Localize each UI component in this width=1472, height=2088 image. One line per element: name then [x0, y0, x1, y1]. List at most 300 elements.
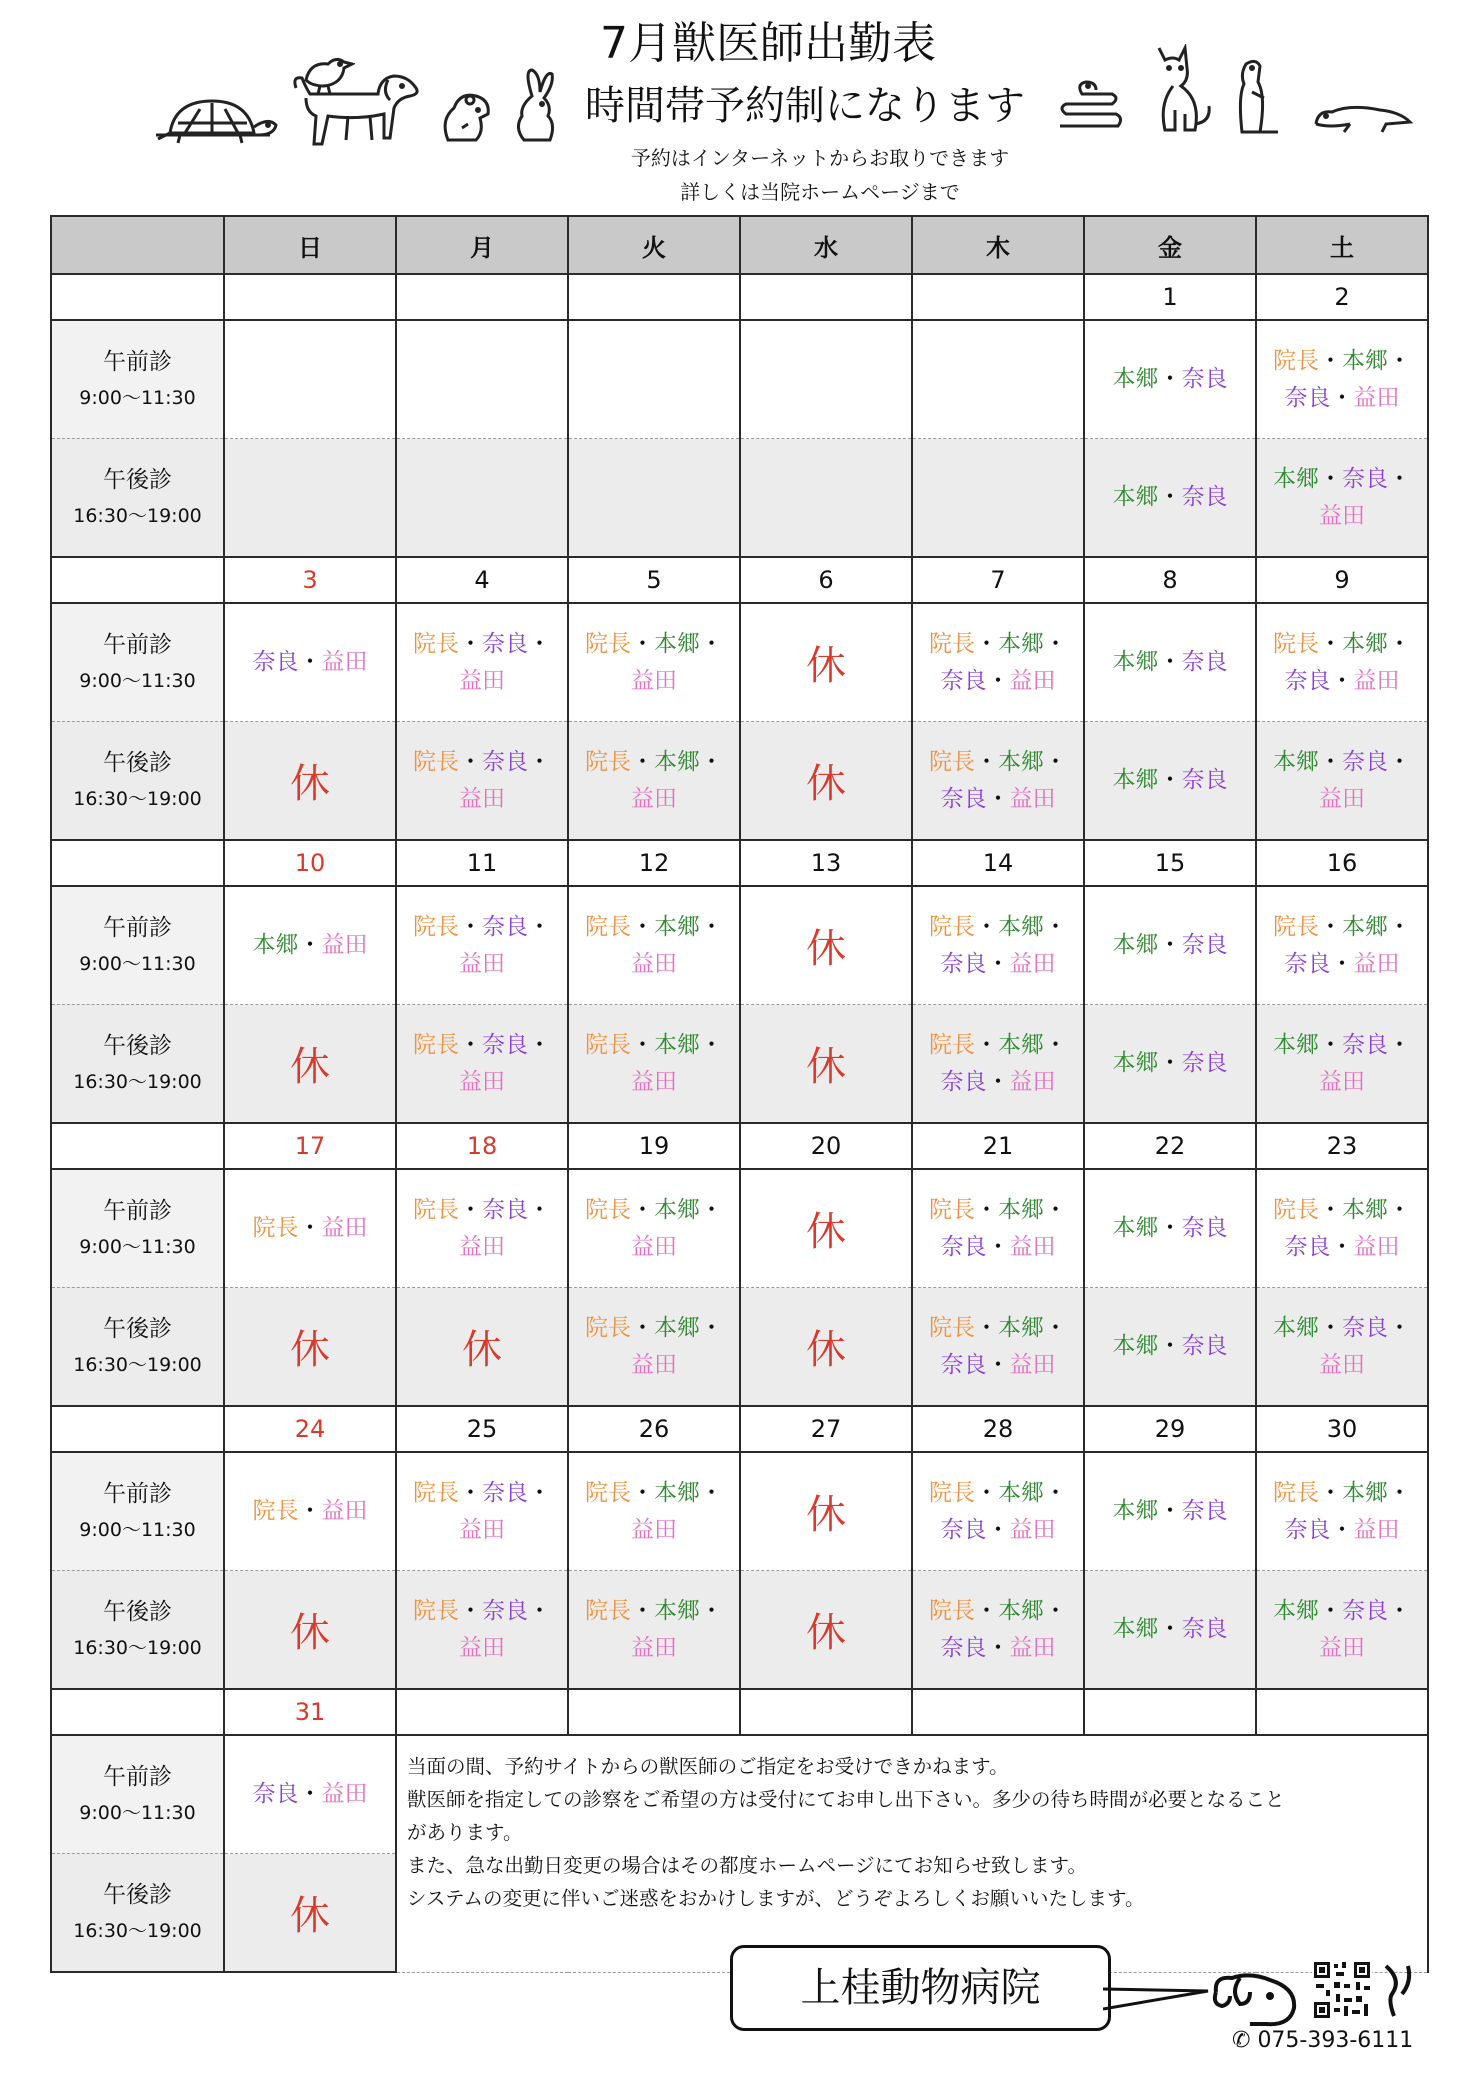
doctor-name: 本郷: [1273, 1031, 1319, 1058]
doctor-name: 奈良: [1181, 366, 1228, 392]
rabbit-icon: [510, 66, 560, 146]
date-cell: [568, 274, 740, 320]
closed-mark: 休: [806, 1492, 846, 1538]
doctor-name: 院長: [929, 1196, 975, 1223]
date-cell: 12: [568, 840, 740, 886]
doctor-name: 奈良: [482, 630, 528, 657]
staff-list: 院長・本郷・ 益田: [585, 748, 723, 812]
date-cell: 2: [1256, 274, 1428, 320]
closed-mark: 休: [806, 1327, 846, 1373]
schedule-cell: [568, 1571, 740, 1690]
doctor-name: 益田: [321, 1215, 368, 1241]
doctor-name: 奈良: [1342, 748, 1388, 775]
notice-line: システムの変更に伴いご迷惑をおかけしますが、どうぞよろしくお願いいたします。: [407, 1887, 1145, 1910]
doctor-name: 院長: [929, 913, 975, 940]
doctor-name: 益田: [1319, 502, 1365, 529]
staff-list: 本郷・奈良・ 益田: [1273, 1314, 1411, 1378]
slot-name: 午後診: [103, 749, 172, 776]
staff-list: 本郷・奈良・ 益田: [1273, 465, 1411, 529]
doctor-name: 益田: [1353, 667, 1400, 694]
am-row: [51, 320, 1428, 439]
date-cell: 26: [568, 1406, 740, 1452]
schedule-cell: [912, 1288, 1084, 1407]
notice-line: 獣医師を指定しての診察をご希望の方は受付にてお申し出下さい。多少の待ち時間が必要となること: [407, 1788, 1285, 1811]
slot-name: 午後診: [103, 1881, 172, 1908]
date-cell: 25: [396, 1406, 568, 1452]
doctor-name: 院長: [413, 913, 459, 940]
schedule-table: [50, 215, 1429, 1973]
doctor-name: 本郷: [1112, 366, 1159, 392]
schedule-cell: [568, 603, 740, 722]
date-cell: 8: [1084, 557, 1256, 603]
staff-list: 院長・本郷・ 益田: [585, 1597, 723, 1661]
weekday-header: 日: [224, 216, 396, 274]
notice-line: があります。: [407, 1821, 523, 1844]
slot-time: 16:30〜19:00: [73, 504, 202, 527]
schedule-cell: [396, 1169, 568, 1288]
schedule-cell: [1084, 603, 1256, 722]
doctor-name: 院長: [585, 1597, 631, 1624]
doctor-name: 益田: [459, 1634, 505, 1661]
pm-slot-label: [51, 1005, 224, 1124]
notice-line: また、急な出勤日変更の場合はその都度ホームページにてお知らせ致します。: [407, 1854, 1087, 1877]
staff-list: 院長・本郷・ 益田: [585, 630, 723, 694]
pm-slot-label: [51, 439, 224, 558]
date-cell: 4: [396, 557, 568, 603]
hospital-name: 上桂動物病院: [800, 1965, 1041, 2011]
doctor-name: 院長: [1273, 347, 1319, 374]
staff-list: 院長・本郷・ 奈良・益田: [929, 1479, 1067, 1543]
closed-mark: 休: [806, 1044, 846, 1090]
doctor-name: 益田: [631, 1634, 677, 1661]
date-cell: 22: [1084, 1123, 1256, 1169]
staff-list: 院長・本郷・ 益田: [585, 913, 723, 977]
date-row-corner: [51, 557, 224, 603]
weekday-header: 水: [740, 216, 912, 274]
doctor-name: 本郷: [1273, 1314, 1319, 1341]
pm-slot-label: [51, 722, 224, 841]
doctor-name: 益田: [1353, 1233, 1400, 1260]
closed-mark: 休: [806, 1610, 846, 1656]
am-row: [51, 603, 1428, 722]
doctor-name: 奈良: [1284, 384, 1331, 411]
schedule-cell: [396, 603, 568, 722]
schedule-cell: [224, 439, 396, 558]
schedule-cell: [912, 603, 1084, 722]
doctor-name: 益田: [631, 1516, 677, 1543]
doctor-name: 奈良: [940, 1351, 987, 1378]
doctor-name: 本郷: [654, 1031, 700, 1058]
staff-list: 本郷・奈良: [1112, 366, 1228, 392]
doctor-name: 益田: [631, 785, 677, 812]
slot-name: 午前診: [103, 1197, 172, 1224]
doctor-name: 院長: [929, 630, 975, 657]
date-row: [51, 840, 1428, 886]
pm-row: [51, 1288, 1428, 1407]
schedule-cell: [740, 886, 912, 1005]
schedule-cell: [224, 1571, 396, 1690]
staff-list: 院長・本郷・ 奈良・益田: [1273, 630, 1411, 694]
schedule-cell: [1084, 1452, 1256, 1571]
date-cell: 13: [740, 840, 912, 886]
closed-mark: 休: [290, 761, 330, 807]
pm-row: [51, 722, 1428, 841]
schedule-cell: [224, 1288, 396, 1407]
hospital-name-box: [730, 1945, 1111, 2031]
slot-time: 9:00〜11:30: [79, 1235, 196, 1258]
doctor-name: 益田: [459, 950, 505, 977]
date-row: [51, 557, 1428, 603]
date-cell: 31: [224, 1689, 396, 1735]
doctor-name: 奈良: [1342, 1314, 1388, 1341]
doctor-name: 益田: [1009, 785, 1056, 812]
schedule-cell: [1256, 1169, 1428, 1288]
doctor-name: 奈良: [1284, 1233, 1331, 1260]
schedule-cell: [1084, 1571, 1256, 1690]
staff-list: 本郷・奈良: [1112, 1498, 1228, 1524]
doctor-name: 益田: [459, 667, 505, 694]
pm-row: [51, 1005, 1428, 1124]
slot-time: 16:30〜19:00: [73, 1919, 202, 1942]
staff-list: 本郷・奈良: [1112, 649, 1228, 675]
cat-icon: [1145, 44, 1215, 134]
doctor-name: 奈良: [1181, 1050, 1228, 1076]
staff-list: 院長・益田: [252, 1498, 368, 1524]
schedule-cell: [740, 603, 912, 722]
staff-list: 院長・本郷・ 奈良・益田: [1273, 1196, 1411, 1260]
schedule-cell: [912, 1169, 1084, 1288]
schedule-cell: [224, 1854, 396, 1973]
doctor-name: 奈良: [940, 1233, 987, 1260]
doctor-name: 益田: [1009, 1068, 1056, 1095]
date-cell: 10: [224, 840, 396, 886]
schedule-cell: [568, 1005, 740, 1124]
doctor-name: 益田: [459, 785, 505, 812]
doctor-name: 益田: [1319, 785, 1365, 812]
doctor-name: 益田: [631, 1233, 677, 1260]
date-row: [51, 274, 1428, 320]
qr-code-icon: [1312, 1960, 1372, 2020]
doctor-name: 益田: [1009, 1233, 1056, 1260]
schedule-cell: [224, 1452, 396, 1571]
slot-name: 午前診: [103, 631, 172, 658]
doctor-name: 本郷: [998, 1314, 1044, 1341]
ferret-icon: [1310, 100, 1415, 135]
staff-list: 本郷・奈良: [1112, 1333, 1228, 1359]
staff-list: 本郷・奈良・ 益田: [1273, 748, 1411, 812]
slot-name: 午後診: [103, 1598, 172, 1625]
staff-list: 奈良・益田: [252, 1781, 368, 1807]
staff-list: 院長・奈良・ 益田: [413, 748, 551, 812]
doctor-name: 奈良: [1181, 932, 1228, 958]
doctor-name: 奈良: [1181, 1215, 1228, 1241]
date-row-corner: [51, 1123, 224, 1169]
slot-time: 16:30〜19:00: [73, 1636, 202, 1659]
date-cell: 16: [1256, 840, 1428, 886]
date-row-corner: [51, 274, 224, 320]
doctor-name: 奈良: [1181, 1616, 1228, 1642]
doctor-name: 本郷: [998, 630, 1044, 657]
date-cell: 23: [1256, 1123, 1428, 1169]
doctor-name: 本郷: [998, 1031, 1044, 1058]
doctor-name: 本郷: [1112, 1333, 1159, 1359]
doctor-name: 院長: [585, 748, 631, 775]
doctor-name: 益田: [1353, 1516, 1400, 1543]
schedule-cell: [1256, 1571, 1428, 1690]
doctor-name: 院長: [929, 1597, 975, 1624]
schedule-cell: [224, 603, 396, 722]
doctor-name: 院長: [585, 1314, 631, 1341]
closed-mark: 休: [462, 1327, 502, 1373]
doctor-name: 院長: [252, 1498, 299, 1524]
doctor-name: 奈良: [252, 1781, 299, 1807]
doctor-name: 院長: [252, 1215, 299, 1241]
page-subtitle: 時間帯予約制になります: [585, 83, 1025, 129]
doctor-name: 益田: [321, 649, 368, 675]
date-cell: 5: [568, 557, 740, 603]
doctor-name: 奈良: [940, 1068, 987, 1095]
schedule-cell: [396, 439, 568, 558]
doctor-name: 本郷: [1112, 484, 1159, 510]
doctor-name: 本郷: [654, 630, 700, 657]
date-cell: 29: [1084, 1406, 1256, 1452]
schedule-cell: [568, 1288, 740, 1407]
schedule-cell: [1084, 886, 1256, 1005]
reservation-note: 予約はインターネットからお取りできます: [630, 146, 1010, 170]
doctor-name: 本郷: [654, 1196, 700, 1223]
staff-list: 本郷・奈良・ 益田: [1273, 1597, 1411, 1661]
schedule-cell: [568, 439, 740, 558]
staff-list: 院長・本郷・ 益田: [585, 1196, 723, 1260]
doctor-name: 奈良: [482, 1479, 528, 1506]
doctor-name: 益田: [1009, 667, 1056, 694]
staff-list: 本郷・奈良: [1112, 1050, 1228, 1076]
staff-list: 院長・奈良・ 益田: [413, 1479, 551, 1543]
schedule-cell: [224, 1735, 396, 1854]
schedule-cell: [568, 886, 740, 1005]
doctor-name: 奈良: [252, 649, 299, 675]
doctor-name: 本郷: [1112, 1215, 1159, 1241]
doctor-name: 本郷: [1273, 748, 1319, 775]
weekday-header: 月: [396, 216, 568, 274]
schedule-cell: [740, 1169, 912, 1288]
staff-list: 院長・本郷・ 奈良・益田: [929, 1196, 1067, 1260]
closed-mark: 休: [290, 1327, 330, 1373]
schedule-cell: [1256, 1288, 1428, 1407]
schedule-cell: [396, 722, 568, 841]
schedule-cell: [740, 1005, 912, 1124]
doctor-name: 本郷: [1112, 1050, 1159, 1076]
date-cell: 21: [912, 1123, 1084, 1169]
doctor-name: 奈良: [1284, 950, 1331, 977]
doctor-name: 本郷: [654, 913, 700, 940]
schedule-cell: [396, 1571, 568, 1690]
doctor-name: 院長: [585, 1479, 631, 1506]
schedule-cell: [396, 320, 568, 439]
doctor-name: 奈良: [1181, 649, 1228, 675]
date-row-corner: [51, 1406, 224, 1452]
schedule-cell: [1084, 1169, 1256, 1288]
staff-list: 院長・本郷・ 益田: [585, 1479, 723, 1543]
schedule-cell: [1256, 722, 1428, 841]
am-slot-label: [51, 886, 224, 1005]
schedule-cell: [740, 1288, 912, 1407]
weekday-header: 金: [1084, 216, 1256, 274]
slot-name: 午前診: [103, 348, 172, 375]
schedule-cell: [740, 1452, 912, 1571]
staff-list: 本郷・益田: [252, 932, 368, 958]
slot-time: 9:00〜11:30: [79, 386, 196, 409]
doctor-name: 院長: [413, 1597, 459, 1624]
schedule-cell: [568, 722, 740, 841]
date-cell: 30: [1256, 1406, 1428, 1452]
schedule-cell: [396, 886, 568, 1005]
staff-list: 本郷・奈良: [1112, 1215, 1228, 1241]
closed-mark: 休: [806, 1209, 846, 1255]
doctor-name: 院長: [585, 1196, 631, 1223]
doctor-name: 院長: [929, 748, 975, 775]
staff-list: 院長・本郷・ 奈良・益田: [1273, 913, 1411, 977]
am-slot-label: [51, 1169, 224, 1288]
date-cell: [912, 274, 1084, 320]
weekday-header: 木: [912, 216, 1084, 274]
date-cell: 14: [912, 840, 1084, 886]
snake-icon: [1052, 78, 1127, 133]
date-cell: 28: [912, 1406, 1084, 1452]
doctor-name: 奈良: [1342, 1031, 1388, 1058]
doctor-name: 本郷: [1342, 1196, 1388, 1223]
doctor-name: 本郷: [1112, 1616, 1159, 1642]
date-cell: 24: [224, 1406, 396, 1452]
pm-slot-label: [51, 1854, 224, 1973]
slot-time: 9:00〜11:30: [79, 1518, 196, 1541]
staff-list: 本郷・奈良: [1112, 932, 1228, 958]
staff-list: 本郷・奈良: [1112, 1616, 1228, 1642]
notice-line: 当面の間、予約サイトからの獣医師のご指定をお受けできかねます。: [407, 1755, 1009, 1778]
doctor-name: 院長: [413, 748, 459, 775]
staff-list: 院長・奈良・ 益田: [413, 1196, 551, 1260]
slot-name: 午前診: [103, 1480, 172, 1507]
doctor-name: 奈良: [482, 913, 528, 940]
staff-list: 院長・本郷・ 奈良・益田: [929, 913, 1067, 977]
weekday-header-row: [51, 216, 1428, 274]
am-row: [51, 1735, 1428, 1854]
date-cell: 1: [1084, 274, 1256, 320]
pm-slot-label: [51, 1571, 224, 1690]
doctor-name: 院長: [929, 1314, 975, 1341]
dog-icon: [288, 68, 423, 148]
date-row: [51, 1406, 1428, 1452]
schedule-cell: [1256, 886, 1428, 1005]
pm-slot-label: [51, 1288, 224, 1407]
doctor-name: 奈良: [940, 785, 987, 812]
closed-mark: 休: [290, 1044, 330, 1090]
staff-list: 院長・本郷・ 奈良・益田: [929, 630, 1067, 694]
schedule-cell: [1256, 439, 1428, 558]
schedule-cell: [396, 1005, 568, 1124]
schedule-cell: [224, 886, 396, 1005]
am-slot-label: [51, 1735, 224, 1854]
schedule-cell: [740, 439, 912, 558]
closed-mark: 休: [806, 926, 846, 972]
staff-list: 奈良・益田: [252, 649, 368, 675]
date-cell: [740, 274, 912, 320]
date-cell: 15: [1084, 840, 1256, 886]
doctor-name: 益田: [631, 1068, 677, 1095]
doctor-name: 院長: [413, 1196, 459, 1223]
doctor-name: 奈良: [940, 1634, 987, 1661]
schedule-cell: [912, 1571, 1084, 1690]
dog-logo-icon: [1210, 1970, 1305, 2030]
schedule-cell: [1084, 1005, 1256, 1124]
doctor-name: 本郷: [1342, 347, 1388, 374]
doctor-name: 本郷: [1273, 465, 1319, 492]
doctor-name: 益田: [321, 1781, 368, 1807]
doctor-name: 本郷: [1112, 1498, 1159, 1524]
date-cell: 9: [1256, 557, 1428, 603]
doctor-name: 本郷: [654, 748, 700, 775]
date-cell: 6: [740, 557, 912, 603]
doctor-name: 本郷: [1342, 913, 1388, 940]
staff-list: 本郷・奈良・ 益田: [1273, 1031, 1411, 1095]
doctor-name: 院長: [585, 913, 631, 940]
schedule-cell: [568, 320, 740, 439]
doctor-name: 本郷: [998, 748, 1044, 775]
schedule-cell: [396, 1288, 568, 1407]
date-cell: [1256, 1689, 1428, 1735]
doctor-name: 院長: [585, 630, 631, 657]
date-cell: 17: [224, 1123, 396, 1169]
slot-name: 午前診: [103, 914, 172, 941]
slot-time: 16:30〜19:00: [73, 787, 202, 810]
tail-decoration: [1378, 1960, 1418, 2020]
doctor-name: 院長: [1273, 630, 1319, 657]
schedule-cell: [1256, 320, 1428, 439]
doctor-name: 本郷: [654, 1597, 700, 1624]
doctor-name: 益田: [1319, 1634, 1365, 1661]
doctor-name: 院長: [929, 1479, 975, 1506]
doctor-name: 奈良: [1181, 1333, 1228, 1359]
slot-time: 9:00〜11:30: [79, 1801, 196, 1824]
doctor-name: 益田: [1009, 950, 1056, 977]
doctor-name: 奈良: [1284, 1516, 1331, 1543]
doctor-name: 院長: [1273, 1196, 1319, 1223]
staff-list: 院長・奈良・ 益田: [413, 1031, 551, 1095]
phone-icon: ✆: [1232, 2028, 1251, 2053]
date-row: [51, 1689, 1428, 1735]
doctor-name: 院長: [929, 1031, 975, 1058]
date-row-corner: [51, 840, 224, 886]
schedule-cell: [912, 320, 1084, 439]
staff-list: 院長・本郷・ 奈良・益田: [929, 1314, 1067, 1378]
schedule-cell: [224, 1169, 396, 1288]
doctor-name: 本郷: [998, 1196, 1044, 1223]
schedule-cell: [1084, 1288, 1256, 1407]
page-title: 7月獣医師出勤表: [600, 18, 936, 69]
staff-list: 院長・本郷・ 益田: [585, 1314, 723, 1378]
schedule-cell: [1084, 722, 1256, 841]
date-cell: 19: [568, 1123, 740, 1169]
doctor-name: 益田: [459, 1068, 505, 1095]
doctor-name: 益田: [1009, 1516, 1056, 1543]
date-cell: 3: [224, 557, 396, 603]
schedule-cell: [740, 722, 912, 841]
date-cell: [568, 1689, 740, 1735]
doctor-name: 本郷: [998, 1597, 1044, 1624]
doctor-name: 奈良: [940, 1516, 987, 1543]
doctor-name: 本郷: [252, 932, 299, 958]
doctor-name: 益田: [321, 1498, 368, 1524]
